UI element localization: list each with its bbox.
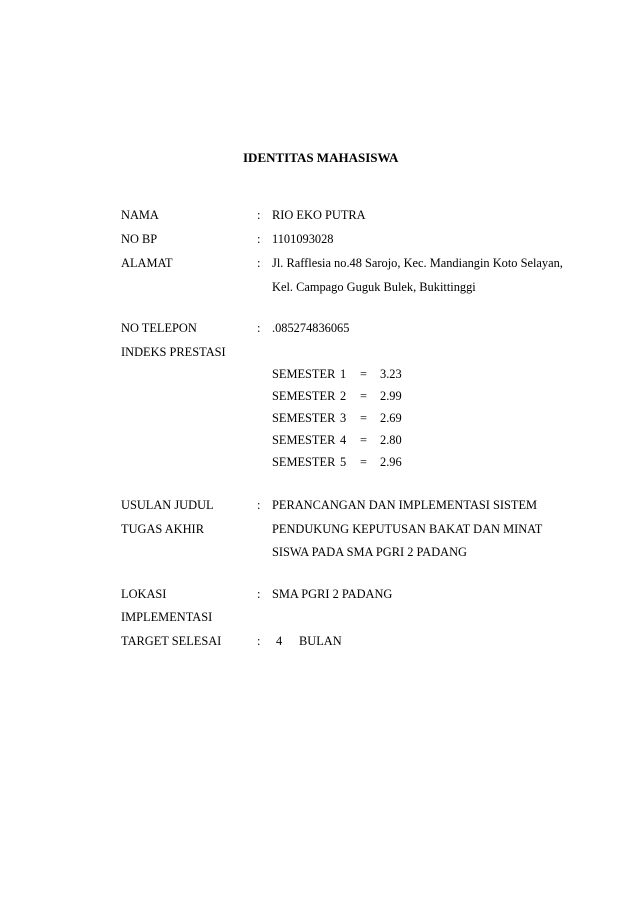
nobp-label: NO BP	[121, 232, 158, 246]
semester-value: 3.23	[380, 367, 402, 381]
telepon-label: NO TELEPON	[121, 321, 197, 335]
target-number: 4	[276, 634, 283, 648]
semester-name: SEMESTER	[272, 455, 336, 469]
semester-equals: =	[360, 433, 367, 447]
judul-separator: :	[257, 498, 261, 512]
semester-value: 2.99	[380, 389, 402, 403]
nama-separator: :	[257, 208, 261, 222]
ip-label: INDEKS PRESTASI	[121, 345, 226, 359]
target-label: TARGET SELESAI	[121, 634, 222, 648]
target-unit: BULAN	[299, 634, 342, 648]
lokasi-value: SMA PGRI 2 PADANG	[272, 587, 393, 601]
alamat-separator: :	[257, 256, 261, 270]
lokasi-label-2: IMPLEMENTASI	[121, 610, 213, 624]
semester-equals: =	[360, 411, 367, 425]
semester-equals: =	[360, 367, 367, 381]
judul-line-2: PENDUKUNG KEPUTUSAN BAKAT DAN MINAT	[272, 522, 543, 536]
telepon-separator: :	[257, 321, 261, 335]
alamat-label: ALAMAT	[121, 256, 173, 270]
judul-line-3: SISWA PADA SMA PGRI 2 PADANG	[272, 545, 467, 559]
nobp-value: 1101093028	[272, 232, 334, 246]
semester-name: SEMESTER	[272, 389, 336, 403]
semester-number: 5	[340, 455, 347, 469]
judul-line-1: PERANCANGAN DAN IMPLEMENTASI SISTEM	[272, 498, 538, 512]
judul-label-1: USULAN JUDUL	[121, 498, 214, 512]
semester-value: 2.69	[380, 411, 402, 425]
alamat-line-2: Kel. Campago Guguk Bulek, Bukittinggi	[272, 280, 476, 294]
semester-number: 2	[340, 389, 347, 403]
lokasi-separator: :	[257, 587, 261, 601]
semester-equals: =	[360, 389, 367, 403]
semester-equals: =	[360, 455, 367, 469]
semester-value: 2.80	[380, 433, 402, 447]
semester-name: SEMESTER	[272, 411, 336, 425]
nama-value: RIO EKO PUTRA	[272, 208, 366, 222]
nama-label: NAMA	[121, 208, 159, 222]
alamat-line-1: Jl. Rafflesia no.48 Sarojo, Kec. Mandiangin Koto Selayan,	[272, 256, 563, 270]
semester-number: 3	[340, 411, 347, 425]
semester-number: 1	[340, 367, 347, 381]
lokasi-label-1: LOKASI	[121, 587, 167, 601]
semester-name: SEMESTER	[272, 367, 336, 381]
semester-number: 4	[340, 433, 347, 447]
page-title: IDENTITAS MAHASISWA	[243, 150, 399, 165]
judul-label-2: TUGAS AKHIR	[121, 522, 204, 536]
telepon-value: .085274836065	[272, 321, 350, 335]
semester-name: SEMESTER	[272, 433, 336, 447]
nobp-separator: :	[257, 232, 261, 246]
semester-value: 2.96	[380, 455, 402, 469]
target-separator: :	[257, 634, 261, 648]
